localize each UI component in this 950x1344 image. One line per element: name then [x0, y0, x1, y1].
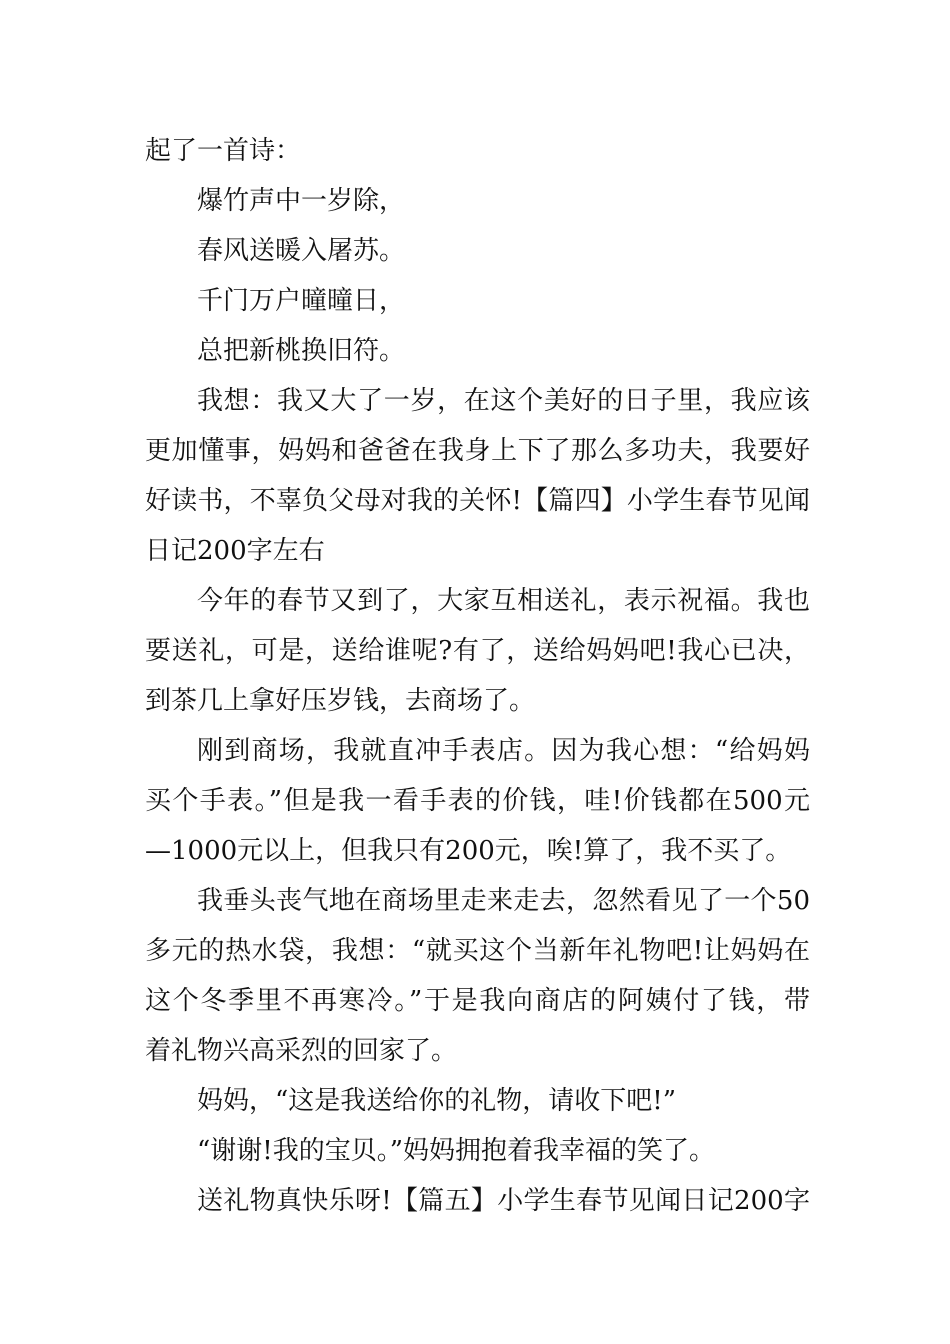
text-line: 千门万户曈曈日，	[197, 286, 406, 316]
text-line: 到茶几上拿好压岁钱，去商场了。	[145, 686, 536, 716]
text-line: 要送礼，可是，送给谁呢?有了，送给妈妈吧!我心已决，	[145, 636, 810, 666]
text-line: 这个冬季里不再寒冷。”于是我向商店的阿姨付了钱，带	[145, 986, 810, 1016]
text-line: 妈妈，“这是我送给你的礼物，请收下吧!”	[197, 1086, 677, 1116]
text-line: 今年的春节又到了，大家互相送礼，表示祝福。我也	[197, 586, 810, 616]
text-line: 爆竹声中一岁除，	[197, 186, 406, 216]
text-line: 我垂头丧气地在商场里走来走去，忽然看见了一个50	[197, 886, 810, 916]
text-line: “谢谢!我的宝贝。”妈妈拥抱着我幸福的笑了。	[197, 1136, 716, 1166]
text-line: 我想：我又大了一岁，在这个美好的日子里，我应该	[197, 386, 810, 416]
text-line: 更加懂事，妈妈和爸爸在我身上下了那么多功夫，我要好	[145, 436, 810, 466]
text-line: 起了一首诗：	[145, 136, 302, 166]
text-line: 好读书，不辜负父母对我的关怀!【篇四】小学生春节见闻	[145, 486, 810, 516]
text-line: 着礼物兴高采烈的回家了。	[145, 1036, 458, 1066]
text-line: 买个手表。”但是我一看手表的价钱，哇!价钱都在500元	[145, 786, 810, 816]
text-line: 多元的热水袋，我想：“就买这个当新年礼物吧!让妈妈在	[145, 936, 810, 966]
text-line: 日记200字左右	[145, 536, 325, 566]
text-line: 送礼物真快乐呀!【篇五】小学生春节见闻日记200字	[197, 1186, 810, 1216]
document-body	[145, 126, 810, 1226]
text-line: 春风送暖入屠苏。	[197, 236, 406, 266]
text-line: 刚到商场，我就直冲手表店。因为我心想：“给妈妈	[197, 736, 810, 766]
text-line: —1000元以上，但我只有200元，唉!算了，我不买了。	[145, 836, 792, 866]
text-line: 总把新桃换旧符。	[197, 336, 406, 366]
